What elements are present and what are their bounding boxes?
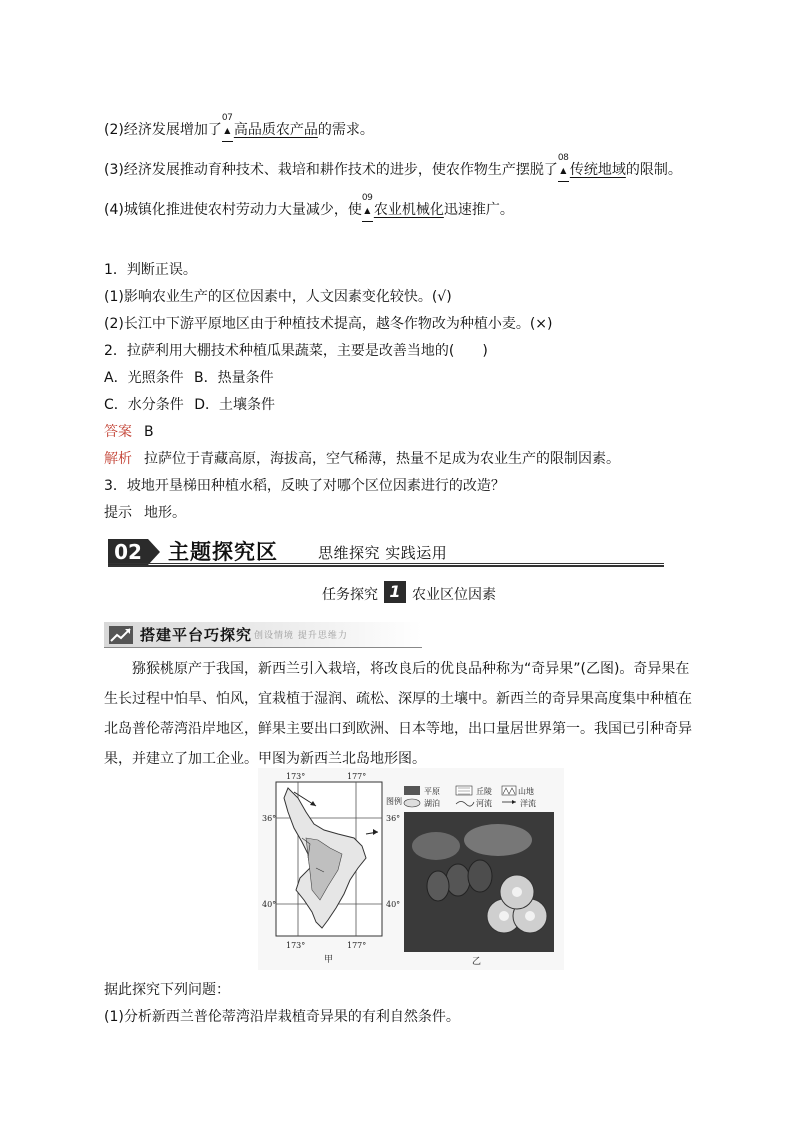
quiz-options-ab: [104, 368, 274, 388]
hint-label: 提示: [104, 505, 132, 521]
answer-value: B: [144, 424, 154, 440]
footer-intro: 据此探究下列问题：: [104, 982, 230, 998]
banner-arrow-icon: [148, 539, 160, 565]
banner-rule: [108, 563, 664, 567]
lon-top-left: 173°: [286, 772, 306, 781]
legend-river: 河流: [476, 799, 492, 808]
fill-blank: 09 ▲ 农业机械化: [362, 200, 444, 223]
option-c: C．水分条件: [104, 397, 184, 413]
answer-line: [104, 422, 154, 442]
section-number: 02: [108, 539, 148, 565]
legend-hill: 丘陵: [476, 787, 492, 796]
figure-map-and-photo: [258, 768, 564, 970]
analysis-label: 解析: [104, 451, 132, 467]
answer-label: 答案: [104, 424, 132, 440]
analysis-line: [104, 449, 620, 469]
hint-line: [104, 503, 186, 523]
intro-paragraph: 猕猴桃原产于我国，新西兰引入栽培，将改良后的优良品种称为“奇异果”(乙图)。奇异果在生长过程中怕旱、怕风，宜栽植于湿润、疏松、深厚的土壤中。新西兰的奇异果高度集中种植在北岛普伦蒂湾沿岸地区，鲜果主要出口到欧洲、日本等地，出口量居世界第一。我国已引种奇异果，并建立了加工企业。甲图为新西兰北岛地形图。: [104, 661, 692, 767]
blank-marker-icon: ▲: [222, 121, 233, 142]
trend-chart-icon: [108, 625, 134, 645]
lon-bottom-left: 173°: [286, 941, 306, 950]
section-banner: [108, 537, 664, 567]
footer-q1: (1)分析新西兰普伦蒂湾沿岸栽植奇异果的有利自然条件。: [104, 1009, 460, 1025]
subheading-bar: [104, 622, 422, 648]
quiz-q1a: (1)影响农业生产的区位因素中，人文因素变化较快。(√): [104, 289, 452, 305]
lon-bottom-right: 177°: [347, 941, 367, 950]
task-heading: [322, 584, 496, 606]
blank-marker-icon: ▲: [558, 161, 569, 182]
fill-blank: 07 ▲ 高品质农产品: [222, 120, 318, 143]
hint-text: 地形。: [144, 505, 186, 521]
task-title: 农业区位因素: [412, 587, 496, 603]
fill-blank: 08 ▲ 传统地域: [558, 160, 626, 183]
item-3: (3)经济发展推动育种技术、栽培和耕作技术的进步，使农作物生产摆脱了 08 ▲ 传统地域的限制。: [104, 160, 682, 183]
lat-right-bottom: 40°: [386, 900, 401, 909]
section-title: 主题探究区: [168, 540, 278, 564]
quiz-q3: 3．坡地开垦梯田种植水稻，反映了对哪个区位因素进行的改造？: [104, 478, 505, 494]
quiz-q1b: (2)长江中下游平原地区由于种植技术提高，越冬作物改为种植小麦。(×): [104, 316, 553, 332]
legend-mountain: 山地: [518, 787, 534, 796]
task-number: 1: [384, 581, 406, 603]
option-d: D．土壤条件: [194, 397, 276, 413]
legend-current: 洋流: [520, 799, 536, 808]
item-2: (2)经济发展增加了 07 ▲ 高品质农产品的需求。: [104, 120, 374, 143]
lat-left-bottom: 40°: [262, 900, 277, 909]
lon-top-right: 177°: [347, 772, 367, 781]
legend-plain: 平原: [424, 787, 440, 796]
lat-right-top: 36°: [386, 814, 401, 823]
subheading-hint: 创设情境 提升思维力: [254, 631, 348, 641]
quiz-options-cd: [104, 395, 275, 415]
option-b: B．热量条件: [194, 370, 274, 386]
option-a: A．光照条件: [104, 370, 184, 386]
section-subtitle: 思维探究 实践运用: [318, 544, 448, 562]
caption-yi: 乙: [472, 957, 482, 967]
caption-jia: 甲: [324, 955, 334, 965]
quiz-q2: 2．拉萨利用大棚技术种植瓜果蔬菜，主要是改善当地的( ): [104, 343, 488, 359]
quiz-q1: 1．判断正误。: [104, 262, 197, 278]
blank-marker-icon: ▲: [362, 201, 373, 222]
task-prefix: 任务探究: [322, 587, 378, 603]
lat-left-top: 36°: [262, 814, 277, 823]
map-figure: [258, 768, 564, 970]
legend-label: 图例: [386, 797, 402, 806]
subheading-title: 搭建平台巧探究: [140, 626, 253, 644]
item-4: (4)城镇化推进使农村劳动力大量减少，使 09 ▲ 农业机械化迅速推广。: [104, 200, 514, 223]
analysis-text: 拉萨位于青藏高原，海拔高，空气稀薄，热量不足成为农业生产的限制因素。: [144, 451, 620, 467]
legend-lake: 湖泊: [424, 799, 440, 808]
